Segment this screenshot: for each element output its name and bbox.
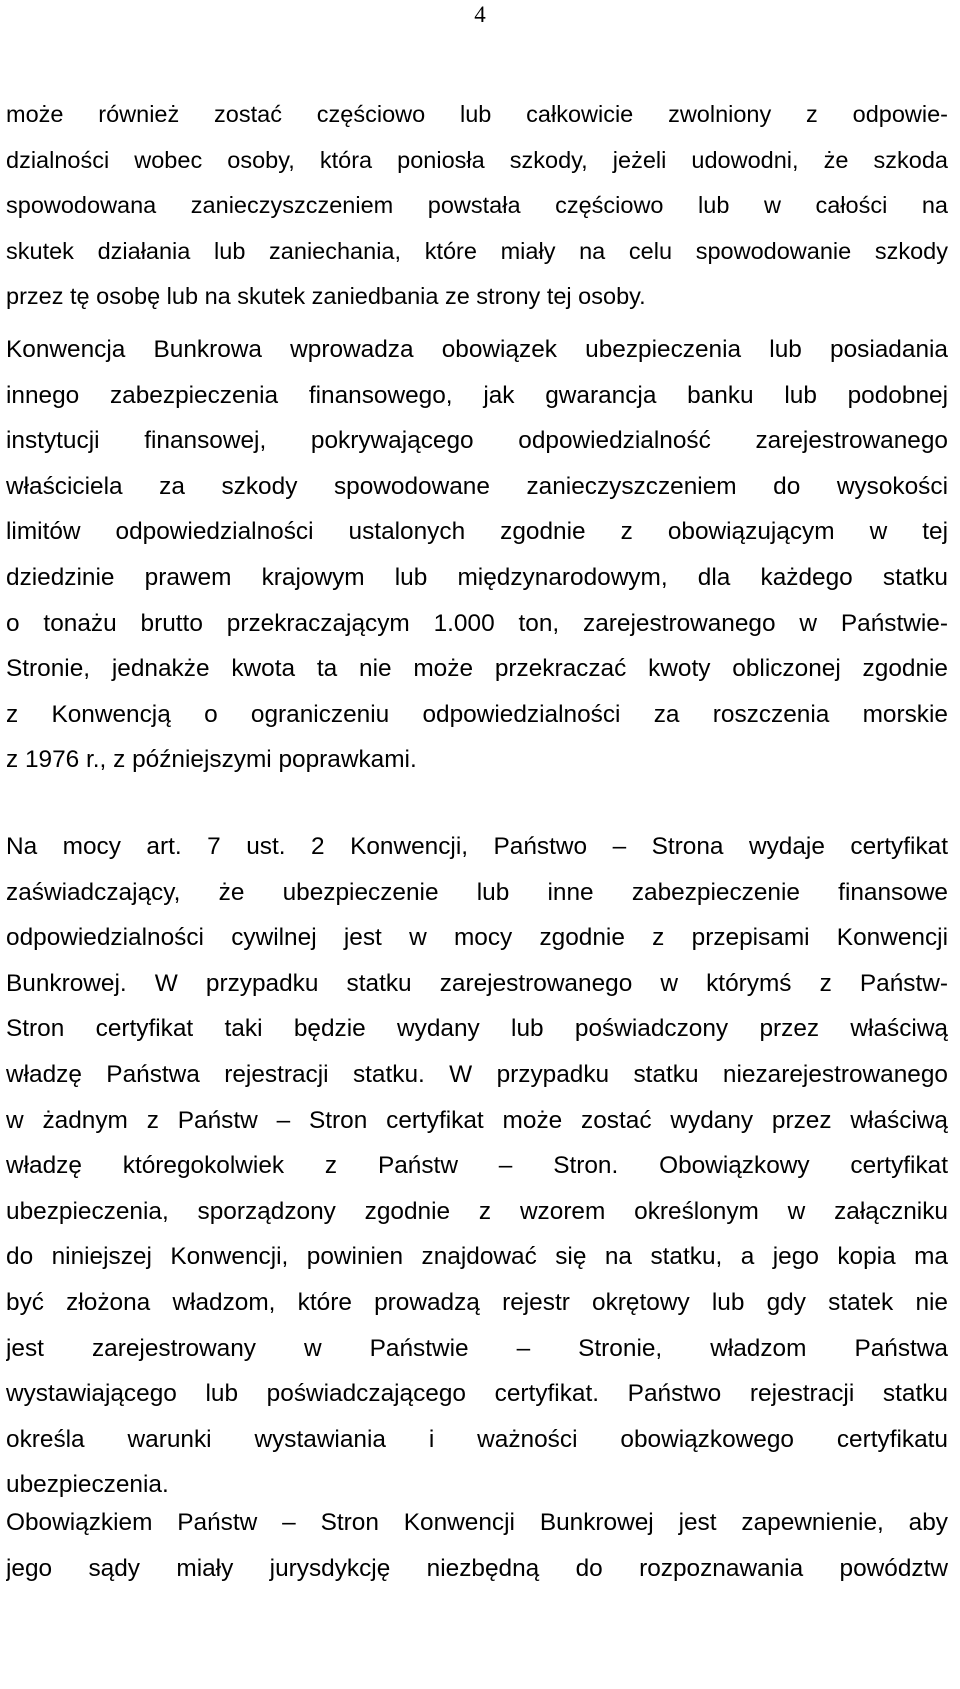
text-line: innego zabezpieczenia finansowego, jak gwarancja banku lub podobnej: [6, 381, 948, 409]
text-line: skutek działania lub zaniechania, które miały na celu spowodowanie szkody: [6, 237, 948, 264]
text-line: Konwencja Bunkrowa wprowadza obowiązek ubezpieczenia lub posiadania: [6, 336, 948, 363]
text-line: władzę Państwa rejestracji statku. W przypadku statku niezarejestrowanego: [6, 1060, 948, 1088]
text-line: instytucji finansowej, pokrywającego odpowiedzialność zarejestrowanego: [6, 427, 948, 455]
text-line: właściciela za szkody spowodowane zanieczyszczeniem do wysokości: [6, 472, 948, 500]
text-line: w żadnym z Państw – Stron certyfikat może zostać wydany przez właściwą: [6, 1106, 948, 1134]
text-line: jest zarejestrowany w Państwie – Stronie, władzom Państwa: [6, 1334, 948, 1362]
paragraph-1: [6, 92, 948, 320]
text-line: być złożona władzom, które prowadzą rejestr okrętowy lub gdy statek nie: [6, 1288, 948, 1316]
text-line: o tonażu brutto przekraczającym 1.000 ton, zarejestrowanego w Państwie-: [6, 609, 948, 637]
text-line: limitów odpowiedzialności ustalonych zgodnie z obowiązującym w tej: [6, 518, 948, 546]
text-line: Stron certyfikat taki będzie wydany lub poświadczony przez właściwą: [6, 1015, 948, 1043]
page-number: 4: [474, 2, 486, 27]
text-line: spowodowana zanieczyszczeniem powstała częściowo lub w całości na: [6, 192, 948, 218]
text-line: do niniejszej Konwencji, powinien znajdować się na statku, a jego kopia ma: [6, 1243, 948, 1271]
paragraph-4: [6, 1500, 948, 1591]
paragraph-2: [6, 327, 948, 783]
text-line: określa warunki wystawiania i ważności obowiązkowego certyfikatu: [6, 1425, 948, 1453]
text-line: ubezpieczenia, sporządzony zgodnie z wzorem określonym w załączniku: [6, 1197, 948, 1225]
text-line: Na mocy art. 7 ust. 2 Konwencji, Państwo – Strona wydaje certyfikat: [6, 833, 948, 860]
text-line: jego sądy miały jurysdykcję niezbędną do rozpoznawania powództw: [6, 1554, 948, 1582]
text-line: dzialności wobec osoby, która poniosła szkody, jeżeli udowodni, że szkoda: [6, 146, 948, 173]
text-line: może również zostać częściowo lub całkowicie zwolniony z odpowie-: [6, 101, 948, 127]
text-line: Stronie, jednakże kwota ta nie może przekraczać kwoty obliczonej zgodnie: [6, 655, 948, 683]
text-line: Bunkrowej. W przypadku statku zarejestrowanego w którymś z Państw-: [6, 969, 948, 997]
text-line: przez tę osobę lub na skutek zaniedbania ze strony tej osoby.: [6, 283, 646, 309]
text-line: wystawiającego lub poświadczającego certyfikat. Państwo rejestracji statku: [6, 1380, 948, 1408]
text-line: ubezpieczenia.: [6, 1471, 169, 1499]
paragraph-3: [6, 824, 948, 1508]
text-line: Obowiązkiem Państw – Stron Konwencji Bunkrowej jest zapewnienie, aby: [6, 1509, 948, 1536]
text-line: z 1976 r., z późniejszymi poprawkami.: [6, 746, 417, 774]
text-line: z Konwencją o ograniczeniu odpowiedzialności za roszczenia morskie: [6, 700, 948, 728]
text-line: władzę któregokolwiek z Państw – Stron. Obowiązkowy certyfikat: [6, 1152, 948, 1180]
text-line: dziedzinie prawem krajowym lub międzynarodowym, dla każdego statku: [6, 563, 948, 591]
text-line: odpowiedzialności cywilnej jest w mocy zgodnie z przepisami Konwencji: [6, 924, 948, 952]
text-line: zaświadczający, że ubezpieczenie lub inne zabezpieczenie finansowe: [6, 878, 948, 906]
